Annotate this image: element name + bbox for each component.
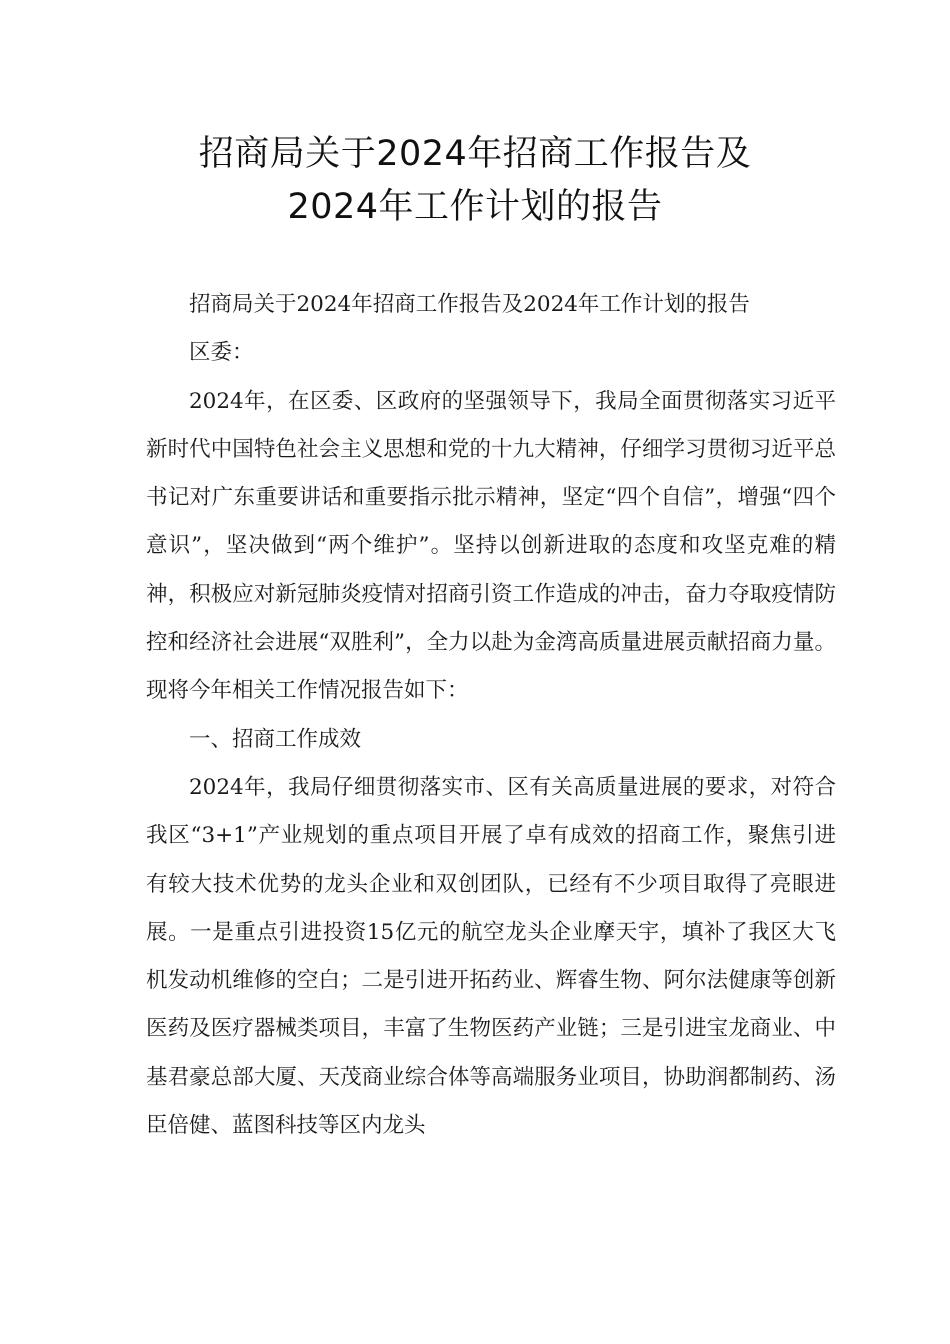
title-line-2: 2024年工作计划的报告 <box>287 187 663 227</box>
document-title <box>0 128 950 234</box>
salutation-paragraph: 区委： <box>189 340 254 366</box>
results-paragraph: 2024年，我局仔细贯彻落实市、区有关高质量进展的要求，对符合我区“3+1”产业规划的重点项目开展了卓有成效的招商工作，聚焦引进有较大技术优势的龙头企业和双创团队，已经有不少项目取得了亮眼进展。一是重点引进投资15亿元的航空龙头企业摩天宇，填补了我区大飞机发动机维修的空白；二是引进开拓药业、辉睿生物、阿尔法健康等创新医药及医疗器械类项目，丰富了生物医药产业链；三是引进宝龙商业、中基君豪总部大厦、天茂商业综合体等高端服务业项目，协助润都制药、汤臣倍健、蓝图科技等区内龙头 <box>146 774 836 1139</box>
document-body <box>146 281 836 1150</box>
title-line-1: 招商局关于2024年招商工作报告及 <box>198 134 752 174</box>
intro-paragraph: 2024年，在区委、区政府的坚强领导下，我局全面贯彻落实习近平新时代中国特色社会主义思想和党的十九大精神，仔细学习贯彻习近平总书记对广东重要讲话和重要指示批示精神，坚定“四个自信”，增强“四个意识”，坚决做到“两个维护”。坚持以创新进取的态度和攻坚克难的精神，积极应对新冠肺炎疫情对招商引资工作造成的冲击，奋力夺取疫情防控和经济社会进展“双胜利”，全力以赴为金湾高质量进展贡献招商力量。现将今年相关工作情况报告如下： <box>146 388 836 704</box>
report-heading-paragraph: 招商局关于2024年招商工作报告及2024年工作计划的报告 <box>189 292 750 317</box>
section-heading: 一、招商工作成效 <box>189 726 362 752</box>
